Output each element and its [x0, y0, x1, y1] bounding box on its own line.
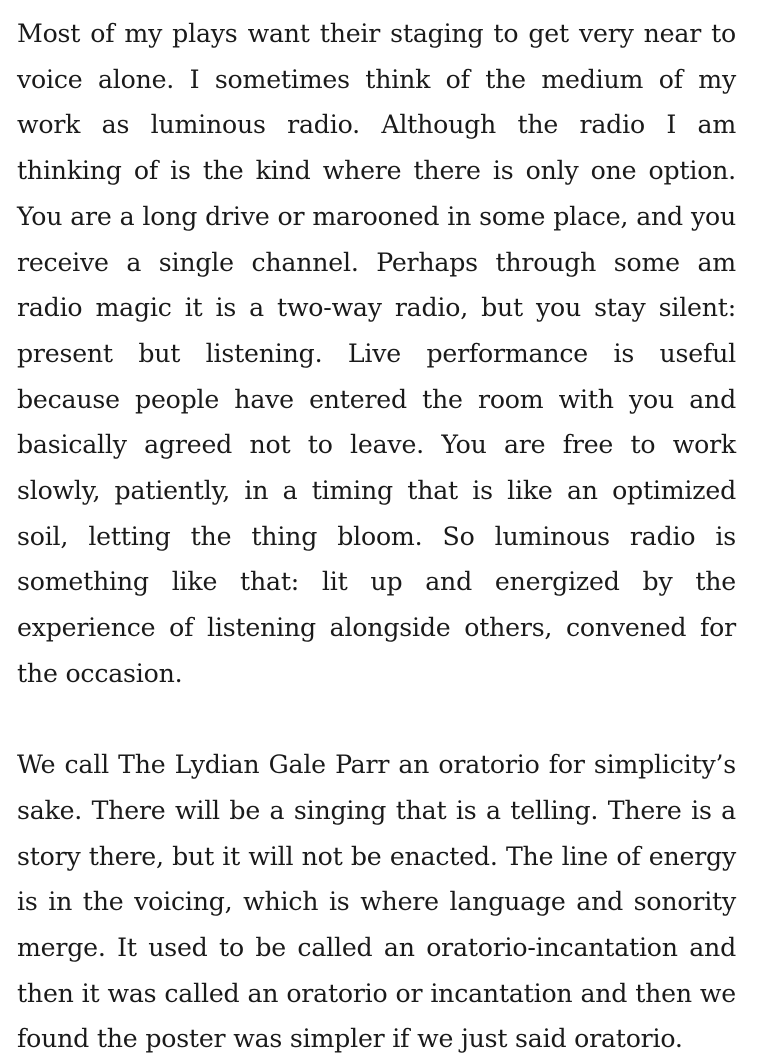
paragraph-luminous-radio: Most of my plays want their staging to get very near to voice alone. I sometimes think of the medium of my work as luminous radio. Although the radio I am thinking of is the kind where there is only one option. You are a long drive or marooned in some place, and you receive a single channel. Perhaps through some am radio magic it is a two-way radio, but you stay silent: present but listening. Live performance is useful because people have entered the room with you and basically agreed not to leave. You are free to work slowly, patiently, in a timing that is like an optimized soil, letting the thing bloom. So luminous radio is something like that: lit up and energized by the experience of listening alongside others, convened for the occasion.: [17, 19, 736, 688]
paragraph-oratorio: We call The Lydian Gale Parr an oratorio for simplicity’s sake. There will be a singing that is a telling. There is a story there, but it will not be enacted. The line of energy is in the voicing, which is where language and sonority merge. It used to be called an oratorio-incantation and then it was called an oratorio or incantation and then we found the poster was simpler if we just said oratorio.: [17, 750, 736, 1054]
